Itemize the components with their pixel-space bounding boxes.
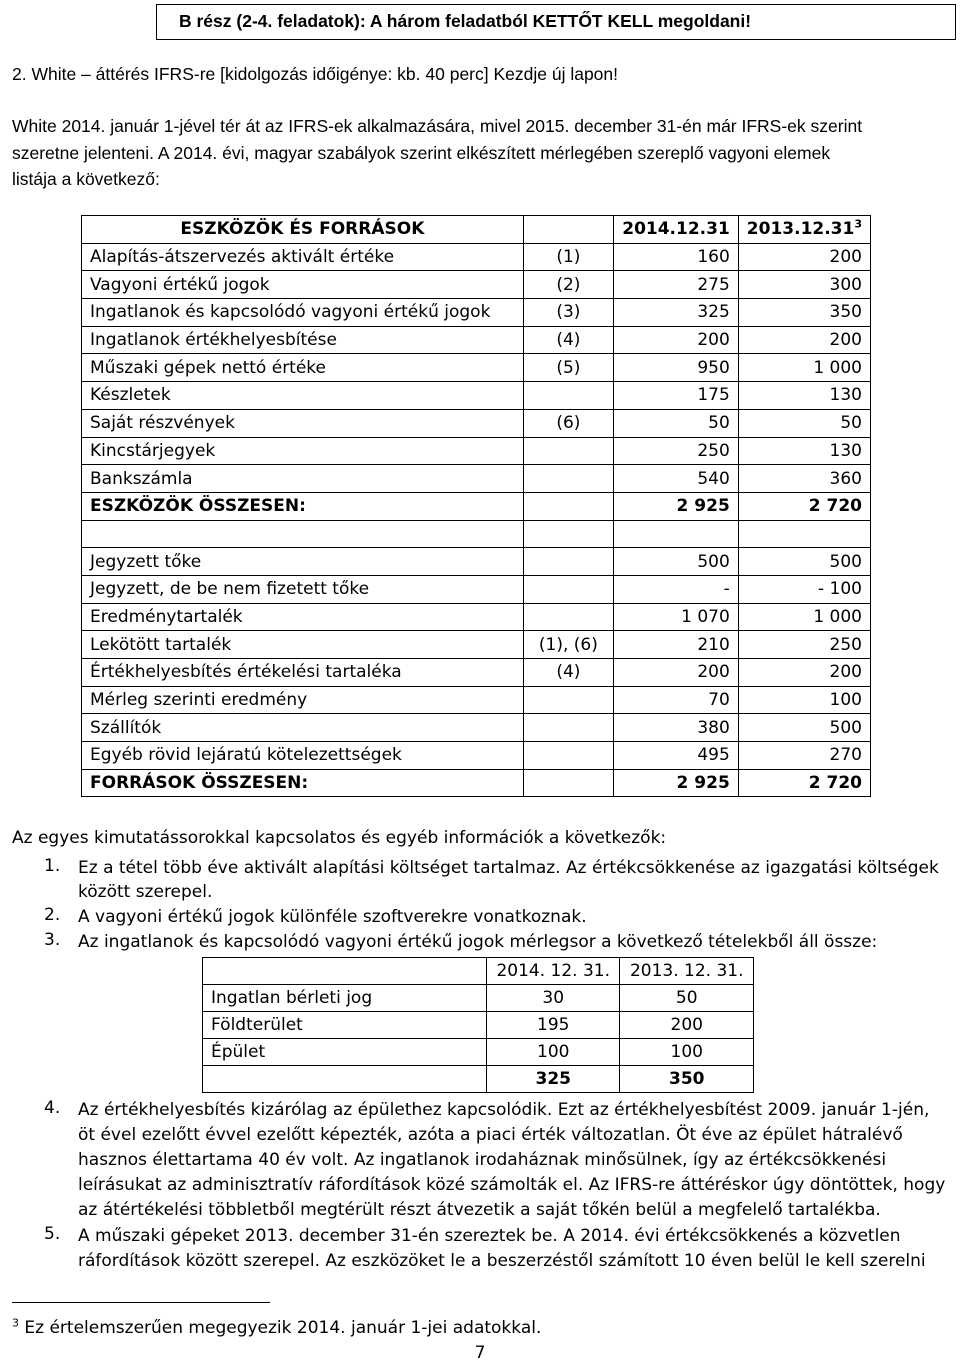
row-value-2013: 200 [738,659,870,687]
row-value-2014: 2 925 [614,769,739,797]
note-3-number: 3. [44,930,61,950]
row-note [523,548,613,576]
asset-row [82,243,871,271]
note-1-line-2: között szerepel. [78,882,213,902]
property-header-empty [203,958,487,985]
row-note [523,686,613,714]
row-label: Egyéb rövid lejáratú kötelezettségek [82,742,524,770]
row-value-2014: 175 [614,382,739,410]
property-value-2013: 200 [620,1012,754,1039]
row-note [523,437,613,465]
note-4-line-1: Az értékhelyesbítés kizárólag az épülethez kapcsolódik. Ezt az értékhelyesbítést 2009. január 1-jén, [78,1100,930,1120]
row-label: Mérleg szerinti eredmény [82,686,524,714]
row-value-2014: 380 [614,714,739,742]
row-note: (1), (6) [523,631,613,659]
row-value-2014: 540 [614,465,739,493]
task-title: 2. White – áttérés IFRS-re [kidolgozás időigénye: kb. 40 perc] Kezdje új lapon! [12,64,619,84]
note-5-line-2: ráfordítások között szerepel. Az eszközöket le a beszerzéstől számított 10 éven belül le kell szerelni [78,1251,926,1271]
row-value-2013: 200 [738,326,870,354]
row-note [523,603,613,631]
row-value-2013: 130 [738,437,870,465]
note-4-line-2: öt ével ezelőtt évvel ezelőtt képezték, azóta a piaci érték változatlan. Öt éve az épület hátralévő [78,1125,903,1145]
row-value-2013: 270 [738,742,870,770]
property-label: Földterület [203,1012,487,1039]
row-note: (3) [523,299,613,327]
row-value-2013: 500 [738,714,870,742]
page-number: 7 [474,1343,486,1363]
row-value-2014: 160 [614,243,739,271]
row-label: Műszaki gépek nettó értéke [82,354,524,382]
row-label: Értékhelyesbítés értékelési tartaléka [82,659,524,687]
row-value-2013: 100 [738,686,870,714]
property-total-2014: 325 [487,1066,620,1093]
balance-header-label: ESZKÖZÖK ÉS FORRÁSOK [82,216,524,244]
spacer-cell [82,520,524,548]
property-row [203,1039,754,1066]
row-value-2014: 495 [614,742,739,770]
row-value-2014: 950 [614,354,739,382]
spacer-cell [738,520,870,548]
row-label: Lekötött tartalék [82,631,524,659]
row-label: Jegyzett, de be nem fizetett tőke [82,575,524,603]
asset-row [82,409,871,437]
note-1-number: 1. [44,856,61,876]
note-2-text: A vagyoni értékű jogok különféle szoftverekre vonatkoznak. [78,907,587,927]
liability-row [82,575,871,603]
asset-row [82,437,871,465]
row-note [523,382,613,410]
row-value-2013: 200 [738,243,870,271]
property-total-row [203,1066,754,1093]
balance-header-2014: 2014.12.31 [614,216,739,244]
property-value-2014: 195 [487,1012,620,1039]
row-label: Készletek [82,382,524,410]
property-row [203,1012,754,1039]
footnote-rule [12,1302,270,1303]
row-label: Ingatlanok és kapcsolódó vagyoni értékű jogok [82,299,524,327]
note-4-number: 4. [44,1098,61,1118]
note-4-line-4: leírásukat az adminisztratív ráfordítások közé számolták el. Az IFRS-re áttéréskor úgy döntöttek, hogy [78,1175,946,1195]
row-label: Jegyzett tőke [82,548,524,576]
liability-row [82,631,871,659]
property-total-label [203,1066,487,1093]
row-value-2014: 50 [614,409,739,437]
section-header-box [156,4,956,40]
property-total-2013: 350 [620,1066,754,1093]
spacer-row [82,520,871,548]
property-row [203,985,754,1012]
liability-row [82,659,871,687]
row-label: Ingatlanok értékhelyesbítése [82,326,524,354]
row-label: Kincstárjegyek [82,437,524,465]
row-value-2013: 1 000 [738,354,870,382]
spacer-cell [614,520,739,548]
property-header-2013: 2013. 12. 31. [620,958,754,985]
liability-row [82,603,871,631]
liability-row [82,548,871,576]
row-note [523,769,613,797]
row-value-2013: 300 [738,271,870,299]
row-note: (5) [523,354,613,382]
property-header-row [203,958,754,985]
row-value-2014: 200 [614,659,739,687]
row-note [523,575,613,603]
asset-row [82,271,871,299]
row-note: (6) [523,409,613,437]
asset-row [82,382,871,410]
row-note [523,492,613,520]
note-3-text: Az ingatlanok és kapcsolódó vagyoni értékű jogok mérlegsor a következő tételekből áll össze: [78,932,878,952]
row-value-2013: 250 [738,631,870,659]
row-label: Alapítás-átszervezés aktivált értéke [82,243,524,271]
liability-row [82,686,871,714]
row-value-2014: 210 [614,631,739,659]
row-value-2014: 250 [614,437,739,465]
note-5-line-1: A műszaki gépeket 2013. december 31-én szereztek be. A 2014. évi értékcsökkenés a közvetlen [78,1226,901,1246]
intro-line-1: White 2014. január 1-jével tér át az IFRS-ek alkalmazására, mivel 2015. december 31-én már IFRS-ek szerint [12,116,863,136]
row-label: Vagyoni értékű jogok [82,271,524,299]
balance-sheet-table [81,215,871,797]
liability-row [82,742,871,770]
row-label: Bankszámla [82,465,524,493]
property-table [202,957,754,1093]
row-note [523,742,613,770]
balance-header-2013: 2013.12.31$^3$ [738,216,870,244]
intro-line-3: listája a következő: [12,169,160,189]
property-header-2014: 2014. 12. 31. [487,958,620,985]
asset-row [82,354,871,382]
row-value-2013: 350 [738,299,870,327]
row-value-2014: - [614,575,739,603]
row-note: (1) [523,243,613,271]
row-label: Saját részvények [82,409,524,437]
row-note: (2) [523,271,613,299]
row-note [523,714,613,742]
property-value-2014: 30 [487,985,620,1012]
row-value-2013: 130 [738,382,870,410]
asset-row [82,326,871,354]
balance-header-note [523,216,613,244]
assets-total-row [82,492,871,520]
note-5-number: 5. [44,1224,61,1244]
property-value-2013: 100 [620,1039,754,1066]
row-label: FORRÁSOK ÖSSZESEN: [82,769,524,797]
row-value-2014: 1 070 [614,603,739,631]
intro-line-2: szeretne jelenteni. A 2014. évi, magyar szabályok szerint elkészített mérlegében szereplő vagyoni elemek [12,143,831,163]
row-value-2014: 275 [614,271,739,299]
row-note: (4) [523,659,613,687]
footnote [12,1318,541,1338]
row-label: Szállítók [82,714,524,742]
note-4-line-3: hasznos élettartama 40 év volt. Az ingatlanok irodaháznak minősülnek, így az értékcsökkenési [78,1150,887,1170]
asset-row [82,299,871,327]
note-4-line-5: az átértékelési többletből megtérült részt átvezetik a saját tőkén belül a megfelelő tartalékba. [78,1200,881,1220]
row-value-2013: 50 [738,409,870,437]
note-2-number: 2. [44,905,61,925]
row-value-2014: 70 [614,686,739,714]
row-value-2013: - 100 [738,575,870,603]
row-value-2014: 500 [614,548,739,576]
footnote-mark: 3 [12,1316,19,1330]
row-value-2014: 200 [614,326,739,354]
liabilities-total-row [82,769,871,797]
property-value-2014: 100 [487,1039,620,1066]
asset-row [82,465,871,493]
row-value-2014: 2 925 [614,492,739,520]
row-label: Eredménytartalék [82,603,524,631]
property-value-2013: 50 [620,985,754,1012]
spacer-cell [523,520,613,548]
property-label: Ingatlan bérleti jog [203,985,487,1012]
row-value-2013: 1 000 [738,603,870,631]
row-value-2014: 325 [614,299,739,327]
row-value-2013: 2 720 [738,492,870,520]
row-value-2013: 500 [738,548,870,576]
info-heading: Az egyes kimutatássorokkal kapcsolatos és egyéb információk a következők: [12,828,667,848]
row-label: ESZKÖZÖK ÖSSZESEN: [82,492,524,520]
balance-header-row [82,216,871,244]
footnote-text: Ez értelemszerűen megegyezik 2014. január 1-jei adatokkal. [24,1318,542,1338]
row-note [523,465,613,493]
row-value-2013: 360 [738,465,870,493]
note-1-line-1: Ez a tétel több éve aktivált alapítási költséget tartalmaz. Az értékcsökkenése az igazgatási költségek [78,858,939,878]
row-value-2013: 2 720 [738,769,870,797]
row-note: (4) [523,326,613,354]
section-header: B rész (2-4. feladatok): A három feladatból KETTŐT KELL megoldani! [179,11,752,31]
liability-row [82,714,871,742]
property-label: Épület [203,1039,487,1066]
